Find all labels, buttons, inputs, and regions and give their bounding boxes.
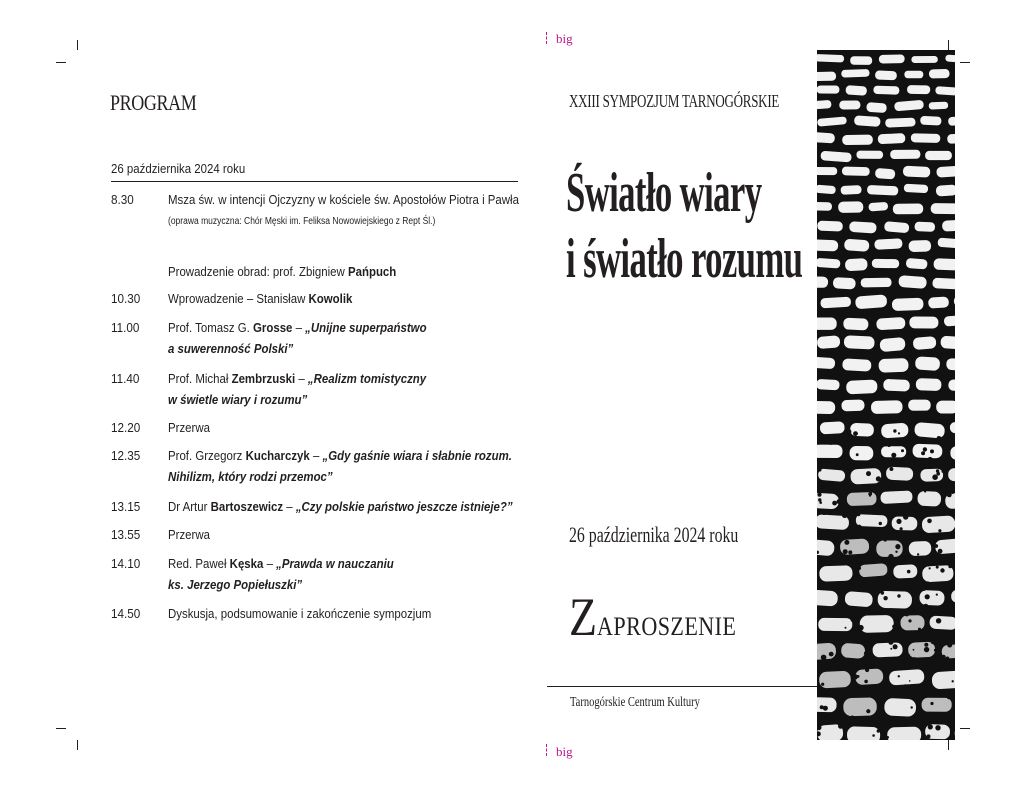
talk-title: „Czy polskie państwo jeszcze istnieje?”	[295, 499, 513, 514]
speaker-name: Pańpuch	[347, 264, 397, 279]
talk-title: „Realizm tomistyczny	[307, 371, 427, 386]
cobblestone-photo	[817, 50, 955, 740]
schedule-text: Wprowadzenie – Stanisław Kowolik	[168, 291, 353, 306]
schedule-text: Red. Paweł Kęska – „Prawda w nauczaniu	[168, 556, 394, 571]
talk-title-cont: a suwerenność Polski”	[168, 341, 294, 356]
main-title-line2: i światło rozumu	[566, 228, 803, 290]
crop-mark	[77, 40, 78, 50]
talk-title: „Gdy gaśnie wiara i słabnie rozum.	[322, 448, 512, 463]
schedule-time: 8.30	[111, 192, 134, 207]
schedule-text: Dyskusja, podsumowanie i zakończenie sympozjum	[168, 606, 432, 621]
speaker-name: Kęska	[229, 556, 264, 571]
schedule-text: Przerwa	[168, 527, 210, 542]
symposium-title: XXIII SYMPOZJUM TARNOGÓRSKIE	[569, 91, 780, 111]
schedule-note: (oprawa muzyczna: Chór Męski im. Feliksa Nowowiejskiego z Rept Śl.)	[168, 216, 436, 227]
fold-mark	[546, 744, 547, 756]
event-date: 26 października 2024 roku	[569, 522, 739, 547]
schedule-time: 12.20	[111, 420, 141, 435]
divider	[547, 686, 819, 687]
crop-mark	[948, 740, 949, 750]
schedule-time: 11.40	[111, 371, 140, 386]
speaker-name: Kowolik	[308, 291, 353, 306]
speaker-name: Bartoszewicz	[210, 499, 284, 514]
schedule-text: Msza św. w intencji Ojczyzny w kościele św. Apostołów Piotra i Pawła	[168, 192, 519, 207]
schedule-time: 14.50	[111, 606, 141, 621]
speaker-name: Grosse	[252, 320, 293, 335]
fold-label-top: big	[556, 31, 573, 46]
main-title-line1: Światło wiary	[566, 162, 762, 224]
crop-mark	[56, 62, 66, 63]
talk-title: „Prawda w nauczaniu	[276, 556, 394, 571]
crop-mark	[960, 728, 970, 729]
talk-title-cont: w świetle wiary i rozumu”	[168, 392, 308, 407]
schedule-text: Prof. Grzegorz Kucharczyk – „Gdy gaśnie wiara i słabnie rozum.	[168, 448, 512, 463]
schedule-time: 13.55	[111, 527, 141, 542]
crop-mark	[960, 62, 970, 63]
divider	[111, 181, 518, 182]
fold-label-bottom: big	[556, 744, 573, 759]
schedule-time: 12.35	[111, 448, 141, 463]
main-title	[566, 160, 802, 292]
talk-title-cont: ks. Jerzego Popiełuszki”	[168, 577, 303, 592]
schedule-text: Prof. Tomasz G. Grosse – „Unijne superpaństwo	[168, 320, 427, 335]
fold-mark	[546, 32, 547, 44]
schedule-time: 14.10	[111, 556, 141, 571]
talk-title-cont: Nihilizm, który rodzi przemoc”	[168, 469, 333, 484]
schedule-text: Przerwa	[168, 420, 210, 435]
schedule-time: 10.30	[111, 291, 141, 306]
crop-mark	[77, 740, 78, 750]
crop-mark	[56, 728, 66, 729]
speaker-name: Kucharczyk	[245, 448, 310, 463]
schedule-text: Prof. Michał Zembrzuski – „Realizm tomistyczny	[168, 371, 427, 386]
schedule-time: 13.15	[111, 499, 141, 514]
schedule-time: 11.00	[111, 320, 140, 335]
program-date: 26 października 2024 roku	[111, 161, 246, 176]
organizer: Tarnogórskie Centrum Kultury	[570, 695, 700, 710]
talk-title: „Unijne superpaństwo	[305, 320, 427, 335]
program-heading: PROGRAM	[110, 90, 197, 115]
crop-mark	[948, 40, 949, 50]
invitation-label: ZAPROSZENIE	[569, 587, 737, 647]
speaker-name: Zembrzuski	[231, 371, 296, 386]
schedule-text: Prowadzenie obrad: prof. Zbigniew Pańpuch	[168, 264, 397, 279]
schedule-text: Dr Artur Bartoszewicz – „Czy polskie państwo jeszcze istnieje?”	[168, 499, 513, 514]
